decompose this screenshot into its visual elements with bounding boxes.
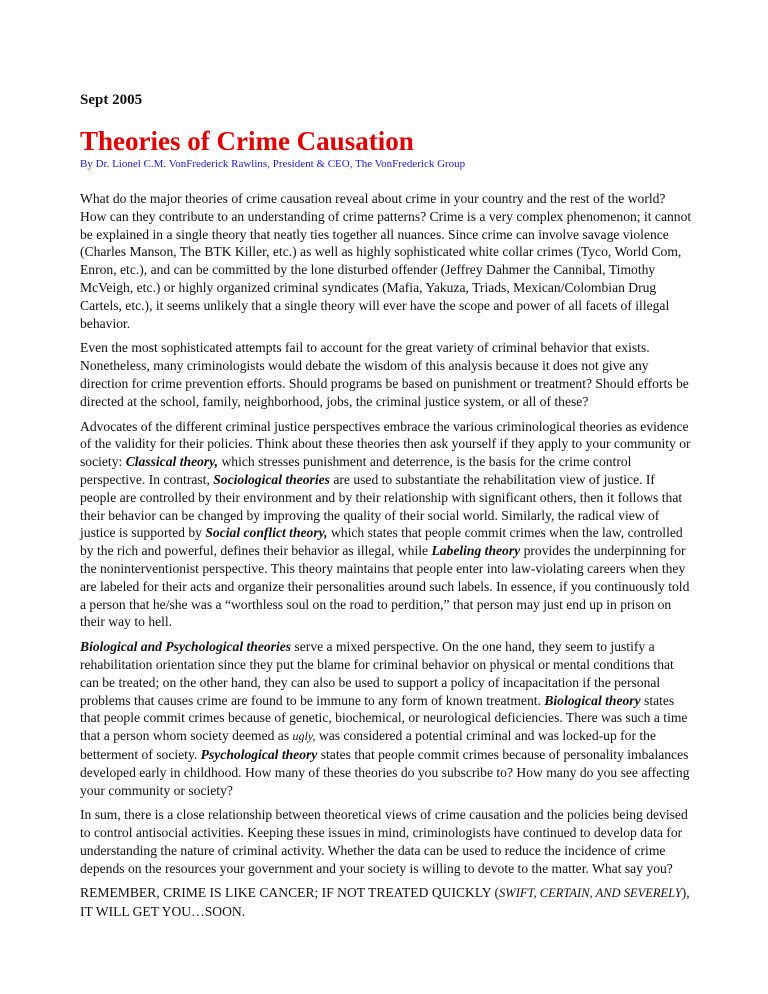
term-sociological-theories: Sociological theories xyxy=(213,471,330,487)
text-run: Advocates of the different criminal justice perspectives embrace the various criminological theories as evidence of the validity for their policies. Think about these theories then ask yourself if they apply to your community or society: xyxy=(80,418,691,470)
article-body xyxy=(80,190,692,921)
term-classical-theory: Classical theory, xyxy=(125,454,219,470)
paragraph-sophistication: Even the most sophisticated attempts fail to account for the great variety of criminal behavior that exists. Nonetheless, many criminologists would debate the wisdom of this analysis because it does not give any direction for crime prevention efforts. Should programs be based on punishment or treatment? Should efforts be directed at the school, family, neighborhood, jobs, the criminal justice system, or all of these? xyxy=(80,340,689,409)
text-run: which states that people commit crimes when the law, controlled by the rich and powerful, defines their behavior as illegal, while xyxy=(80,525,683,559)
closing-emphasis: SWIFT, CERTAIN, AND SEVERELY xyxy=(499,886,682,901)
paragraph-intro: What do the major theories of crime causation reveal about crime in your country and the rest of the world? How can they contribute to an understanding of crime patterns? Crime is a very complex phenomenon; it cannot be explained in a single theory that neatly ties together all nuances. Since crime can involve savage violence (Charles Manson, The BTK Killer, etc.) as well as highly sophisticated white collar crimes (Tyco, World Com, Enron, etc.), and can be committed by the lone disturbed offender (Jeffrey Dahmer the Cannibal, Timothy McVeigh, etc.) or highly organized criminal syndicates (Mafia, Yakuza, Triads, Mexican/Colombian Drug Cartels, etc.), it seems unlikely that a single theory will ever have the scope and power of all facets of illegal behavior. xyxy=(80,191,692,331)
term-labeling-theory: Labeling theory xyxy=(431,543,521,559)
closing-statement xyxy=(80,884,692,921)
term-biological-psychological-theories: Biological and Psychological theories xyxy=(80,639,292,655)
text-run: are used to substantiate the rehabilitation view of justice. If people are controlled by their environment and by their relationship with significant others, then it follows that their behavior can be changed by improving the quality of their social world. Similarly, the radical view of justice is supported by xyxy=(80,471,683,541)
text-run: REMEMBER, CRIME IS LIKE CANCER; IF NOT TREATED QUICKLY ( xyxy=(80,885,500,901)
text-run: serve a mixed perspective. On the one hand, they seem to justify a rehabilitation orientation since they put the blame for criminal behavior on physical or mental conditions that can be treated; on the other hand, they can also be used to support a policy of incapacitation if the personal problems that causes crime are found to be immune to any form of known treatment. xyxy=(80,639,674,708)
term-ugly: ugly, xyxy=(292,729,316,744)
text-run: states that people commit crimes because of personality imbalances developed early in childhood. How many of these theories do you subscribe to? How many do you see affecting your community or society? xyxy=(80,746,690,798)
term-psychological-theory: Psychological theory xyxy=(200,746,318,762)
article-byline: By Dr. Lionel C.M. VonFrederick Rawlins, President & CEO, The VonFrederick Group xyxy=(80,158,466,170)
text-run: provides the underpinning for the noninterventionist perspective. This theory maintains that people enter into law-violating careers when they are labeled for their acts and organize their personalities around such labels. In essence, if you continuously told a person that he/she was a “worthless soul on the road to perdition,” that person may just end up in prison on their way to hell. xyxy=(80,543,690,630)
term-social-conflict-theory: Social conflict theory, xyxy=(205,525,328,541)
text-run: which stresses punishment and deterrence, is the basis for the crime control perspective. In contrast, xyxy=(80,454,632,487)
paragraph-perspectives xyxy=(80,418,692,632)
text-run: ), IT WILL GET YOU…SOON. xyxy=(80,885,690,920)
article-date: Sept 2005 xyxy=(80,92,143,108)
article-title: Theories of Crime Causation xyxy=(80,126,414,156)
paragraph-summary: In sum, there is a close relationship between theoretical views of crime causation and the policies being devised to control antisocial activities. Keeping these issues in mind, criminologists have continued to develop data for understanding the nature of criminal activity. Whether the data can be used to reduce the incidence of crime depends on the resources your government and your society is willing to devote to the matter. What say you? xyxy=(80,807,688,876)
term-biological-theory: Biological theory xyxy=(544,692,641,708)
paragraph-bio-psych xyxy=(80,638,692,799)
text-run: was considered a potential criminal and was locked-up for the betterment of society. xyxy=(80,728,657,762)
text-run: states that people commit crimes because of genetic, biochemical, or neurological deficiencies. There was such a time that a person whom society deemed as xyxy=(80,692,688,744)
